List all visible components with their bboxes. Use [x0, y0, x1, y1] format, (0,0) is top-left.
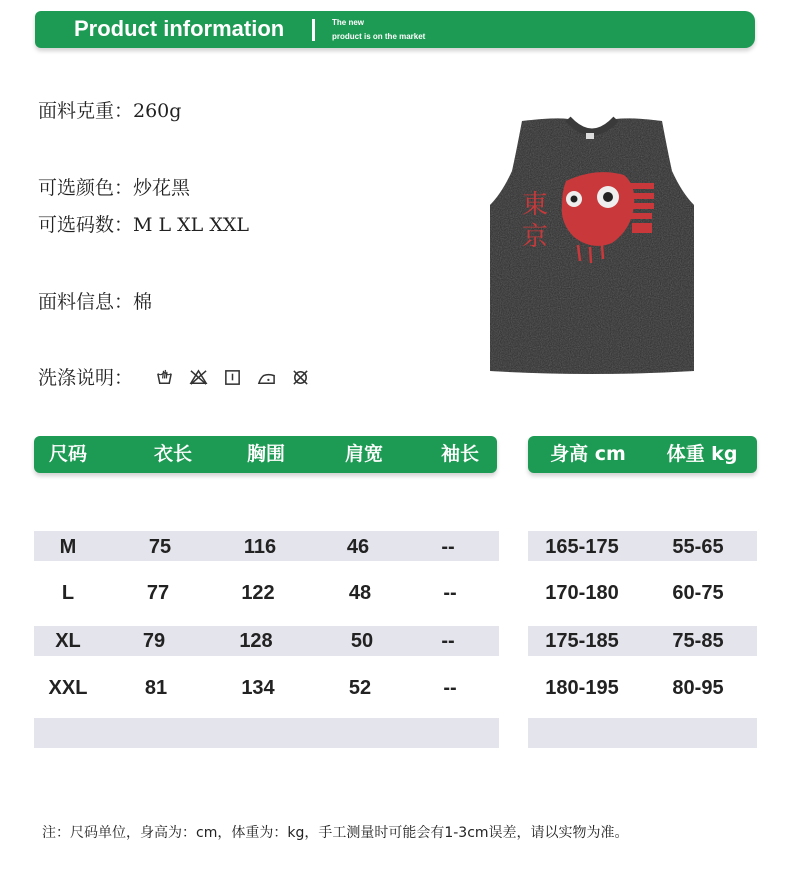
hand-wash-icon [155, 368, 174, 387]
header-height: 身高 cm [550, 443, 626, 465]
sleeve-cell: -- [441, 630, 455, 652]
fit-row-bg [528, 718, 757, 748]
weight-cell: 60-75 [672, 582, 724, 604]
length-cell: 75 [148, 536, 172, 558]
header-chest: 胸围 [246, 443, 285, 465]
header-subtitle [332, 16, 425, 44]
table-row [0, 579, 500, 607]
weight-cell: 75-85 [672, 630, 724, 652]
header-weight: 体重 kg [666, 443, 738, 465]
size-cell: XL [55, 630, 81, 652]
chest-cell: 134 [241, 677, 275, 699]
shirt-kanji-top: 東 [522, 190, 549, 220]
no-bleach-icon [189, 368, 208, 387]
no-dry-clean-icon [291, 368, 310, 387]
care-icons [155, 366, 310, 388]
height-cell: 170-180 [545, 582, 619, 604]
chest-cell: 122 [241, 582, 275, 604]
header-subtitle-line2: product is on the market [332, 32, 426, 41]
size-cell: M [59, 536, 77, 558]
header-subtitle-line1: The new [332, 18, 365, 27]
shirt-kanji-bottom: 京 [522, 222, 549, 252]
weight-cell: 80-95 [672, 677, 724, 699]
length-cell: 77 [146, 582, 170, 604]
header-sleeve: 袖长 [440, 443, 479, 465]
header-size: 尺码 [48, 443, 87, 465]
wash-instructions-label: 洗涤说明： [38, 367, 134, 389]
weight-cell: 55-65 [672, 536, 724, 558]
measurement-note: 注：尺码单位，身高为：cm，体重为：kg，手工测量时可能会有1-3cm误差，请以实物为准。 [42, 825, 629, 841]
size-cell: XXL [48, 677, 88, 699]
size-table-header [34, 436, 497, 473]
shoulder-cell: 52 [348, 677, 372, 699]
tank-top-image [486, 113, 698, 377]
height-cell: 165-175 [545, 536, 619, 558]
size-cell: L [61, 582, 75, 604]
fabric-info: 面料信息：棉 [38, 291, 153, 313]
sleeve-cell: -- [443, 677, 457, 699]
header-title: Product information [74, 16, 285, 41]
header-shoulder: 肩宽 [344, 443, 383, 465]
shoulder-cell: 46 [346, 536, 370, 558]
table-row [528, 627, 757, 655]
size-row-bg [34, 718, 499, 748]
header-length: 衣长 [153, 443, 192, 465]
table-row [0, 533, 500, 561]
height-cell: 180-195 [545, 677, 619, 699]
iron-icon [257, 368, 276, 387]
table-row [528, 579, 757, 607]
shoulder-cell: 50 [350, 630, 374, 652]
available-colors: 可选颜色：炒花黑 [38, 177, 191, 199]
length-cell: 79 [142, 630, 166, 652]
fabric-weight: 面料克重：260g [38, 100, 182, 122]
table-row [528, 674, 757, 702]
sleeve-cell: -- [441, 536, 455, 558]
sleeve-cell: -- [443, 582, 457, 604]
table-row [528, 533, 757, 561]
chest-cell: 116 [243, 536, 277, 558]
length-cell: 81 [144, 677, 168, 699]
fit-table-header [528, 436, 757, 473]
tumble-dry-icon [223, 368, 242, 387]
height-cell: 175-185 [545, 630, 619, 652]
table-row [0, 627, 500, 655]
shoulder-cell: 48 [348, 582, 372, 604]
table-row [0, 674, 500, 702]
header-divider [312, 19, 315, 41]
available-sizes: 可选码数：M L XL XXL [38, 214, 250, 236]
chest-cell: 128 [239, 630, 273, 652]
